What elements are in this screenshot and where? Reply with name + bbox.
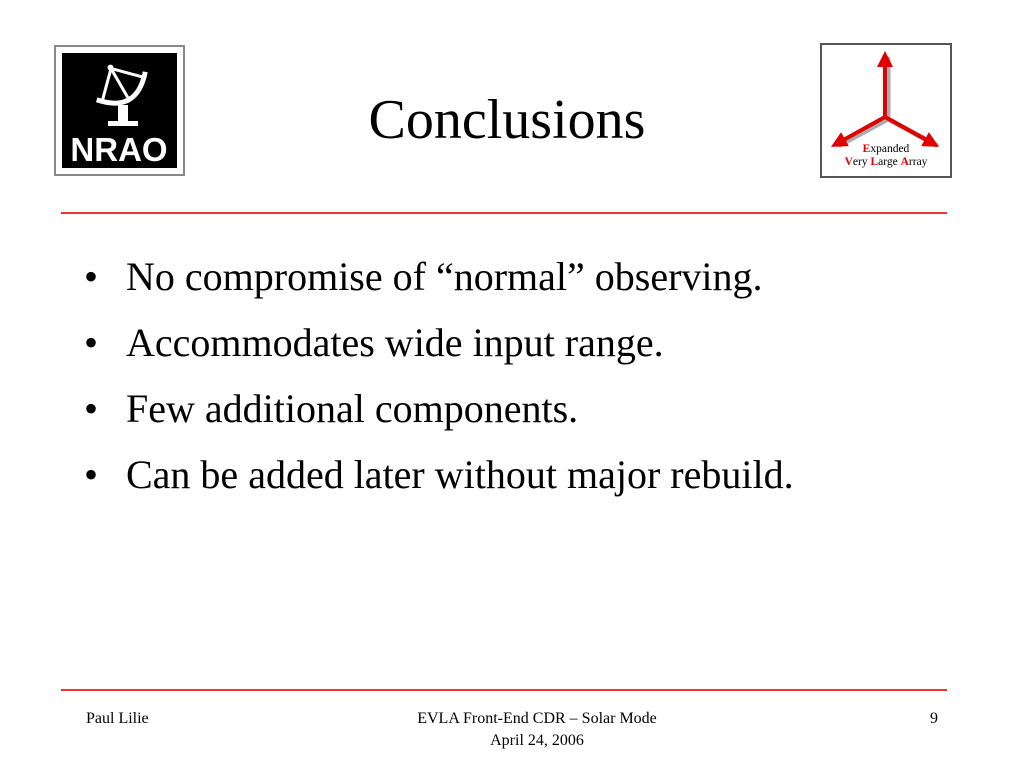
bullet-item — [84, 442, 794, 508]
nrao-logo — [54, 45, 185, 176]
bullet-icon: • — [84, 320, 99, 365]
footer-event — [337, 708, 737, 752]
evla-logo-line1: Expanded — [862, 143, 910, 155]
bullet-text: Accommodates wide input range. — [126, 320, 664, 365]
bullet-text: No compromise of “normal” observing. — [126, 254, 763, 299]
header-divider — [61, 212, 947, 214]
bullet-item — [84, 310, 794, 376]
bullet-text: Few additional components. — [126, 386, 579, 431]
nrao-dish-icon — [62, 53, 177, 168]
footer-divider — [61, 689, 947, 691]
bullet-icon: • — [84, 254, 99, 299]
bullet-item — [84, 376, 794, 442]
footer-event-title: EVLA Front-End CDR – Solar Mode — [417, 710, 657, 727]
bullet-item — [84, 244, 794, 310]
footer-date: April 24, 2006 — [490, 732, 584, 749]
footer-author: Paul Lilie — [86, 710, 149, 727]
conclusions-list — [84, 244, 794, 508]
bullet-text: Can be added later without major rebuild. — [126, 452, 794, 497]
evla-logo-line2: Very Large Array — [844, 156, 928, 168]
bullet-icon: • — [84, 386, 99, 431]
slide-title: Conclusions — [368, 89, 646, 151]
bullet-icon: • — [84, 452, 99, 497]
page-number: 9 — [930, 710, 938, 727]
evla-logo — [820, 43, 952, 178]
nrao-logo-text: NRAO — [70, 131, 168, 168]
